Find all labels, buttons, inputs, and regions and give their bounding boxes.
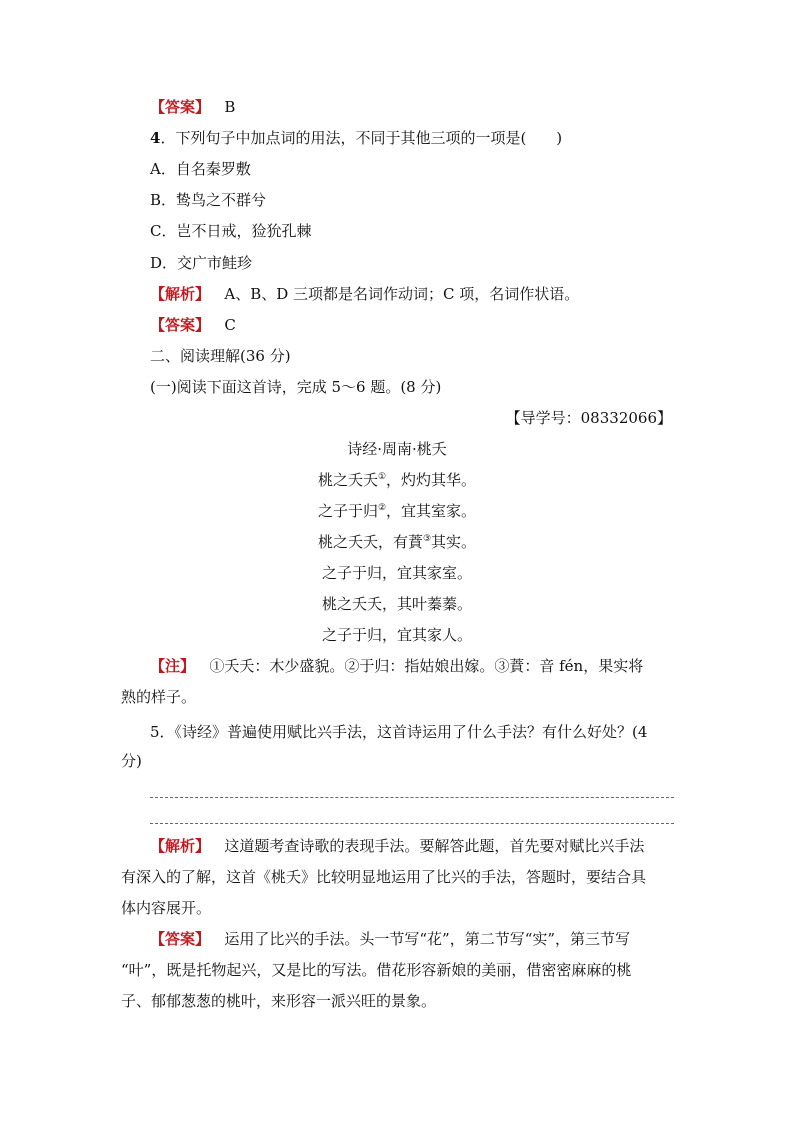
poem-title: 诗经·周南·桃夭 — [347, 440, 447, 458]
answer-text: C — [224, 316, 236, 334]
guide-number: 【导学号：08332066】 — [505, 409, 672, 427]
answer-text: B — [224, 98, 236, 116]
analysis-tag: 【解析】 — [150, 285, 211, 303]
q4-analysis — [150, 283, 579, 305]
question-text: ．下列句子中加点词的用法，不同于其他三项的一项是( ) — [160, 129, 563, 147]
poem-line-4: 之子于归，宜其家室。 — [321, 564, 472, 582]
q4-option-a: A．自名秦罗敷 — [150, 160, 251, 178]
footnote-mark: ③ — [422, 534, 432, 544]
q5-analysis-line-3: 体内容展开。 — [121, 899, 212, 917]
question-number: 4 — [150, 129, 161, 147]
notes-line-2: 熟的样子。 — [121, 688, 197, 706]
answer-text: 运用了比兴的手法。头一节写“花”，第二节写“实”，第三节写 — [224, 930, 631, 948]
answer-tag: 【答案】 — [150, 930, 211, 948]
q5-analysis-line-1 — [150, 835, 644, 857]
note-text: ①夭夭：木少盛貌。②于归：指姑娘出嫁。③蕡：音 fén，果实将 — [209, 657, 644, 675]
answer-blank-line-2 — [150, 823, 674, 824]
q4-stem — [150, 127, 562, 149]
analysis-tag: 【解析】 — [150, 837, 211, 855]
q3-answer — [150, 96, 235, 118]
answer-blank-line-1 — [150, 797, 674, 798]
answer-tag: 【答案】 — [150, 316, 211, 334]
q5-answer-line-1 — [150, 928, 630, 950]
notes-line-1 — [150, 655, 643, 677]
q5-answer-line-2: “叶”，既是托物起兴，又是比的写法。借花形容新娘的美丽，借密密麻麻的桃 — [121, 961, 632, 979]
footnote-mark: ① — [377, 472, 387, 482]
answer-tag: 【答案】 — [150, 98, 211, 116]
q5-stem-1: 5．《诗经》普遍使用赋比兴手法，这首诗运用了什么手法？有什么好处？(4 — [150, 723, 648, 741]
poem-line-2: 之子于归②，宜其室家。 — [317, 502, 477, 520]
analysis-text: A、B、D 三项都是名词作动词；C 项，名词作状语。 — [224, 285, 580, 303]
q4-option-c: C．岂不日戒，猃狁孔棘 — [150, 222, 312, 240]
poem-line-6: 之子于归，宜其家人。 — [321, 626, 472, 644]
q5-answer-line-3: 子、郁郁葱葱的桃叶，来形容一派兴旺的景象。 — [121, 992, 437, 1010]
q4-option-b: B．鸷鸟之不群兮 — [150, 191, 267, 209]
q5-stem-2: 分) — [121, 752, 142, 770]
poem-line-5: 桃之夭夭，其叶蓁蓁。 — [321, 595, 472, 613]
q5-analysis-line-2: 有深入的了解，这首《桃夭》比较明显地运用了比兴的手法，答题时，要结合具 — [121, 868, 647, 886]
footnote-mark: ② — [377, 503, 387, 513]
note-tag: 【注】 — [150, 657, 196, 675]
poem-line-1: 桃之夭夭①，灼灼其华。 — [317, 471, 477, 489]
analysis-text: 这道题考查诗歌的表现手法。要解答此题，首先要对赋比兴手法 — [224, 837, 645, 855]
section-heading: 二、阅读理解(36 分) — [150, 347, 291, 365]
section-subheading: (一)阅读下面这首诗，完成 5～6 题。(8 分) — [150, 378, 442, 396]
poem-line-3: 桃之夭夭，有蕡③其实。 — [317, 533, 477, 551]
q4-answer — [150, 314, 236, 336]
q4-option-d: D．交广市鲑珍 — [150, 254, 253, 272]
